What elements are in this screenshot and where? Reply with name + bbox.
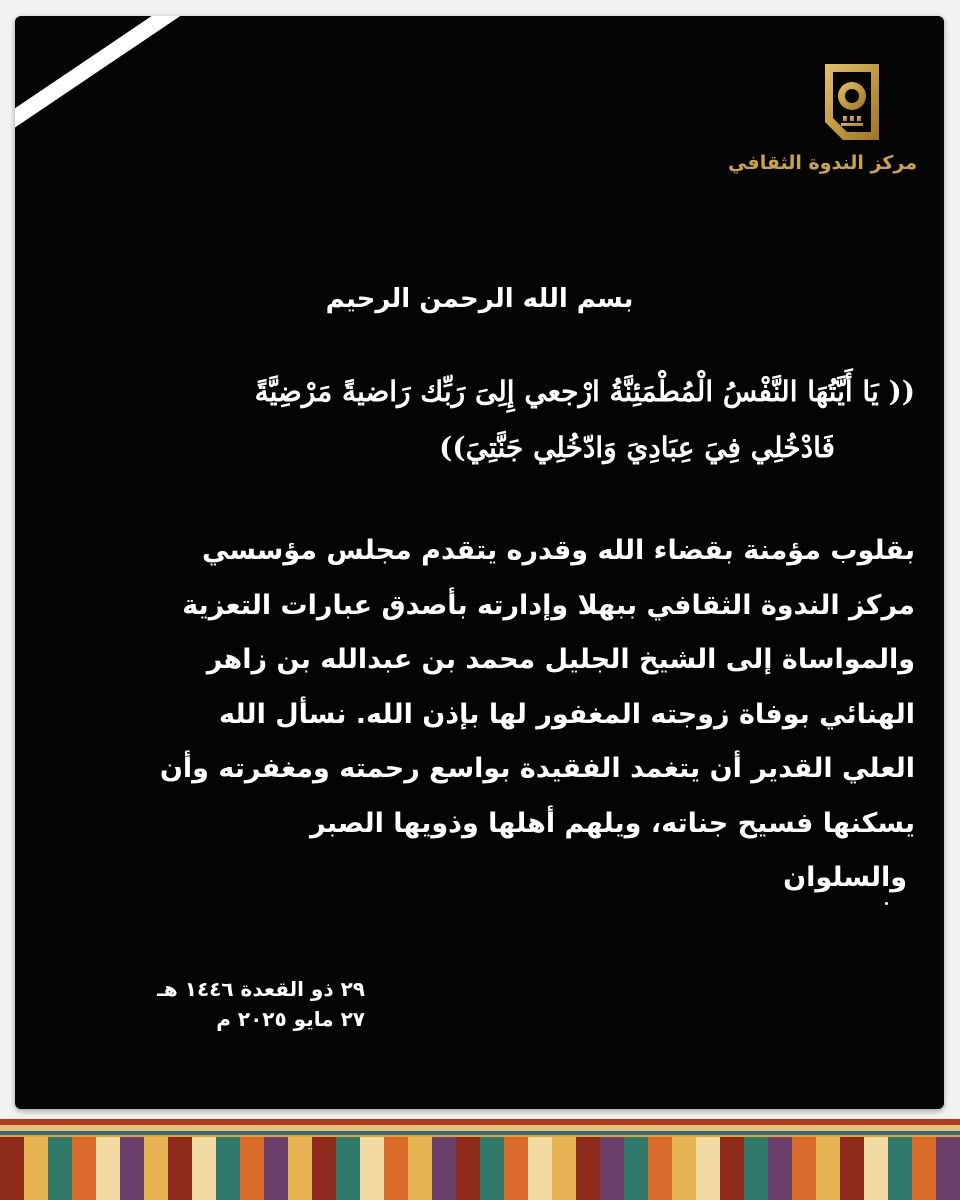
condolence-card	[15, 16, 944, 1109]
footer-stripe	[744, 1137, 768, 1200]
footer-stripe	[720, 1137, 744, 1200]
verse-line-1: (( يَا أَيَّتُهَا النَّفْسُ الْمُطْمَئِنَّةُ ارْجعي إِلِىَ رَبِّك رَاضيةً مَرْضِيَّةً	[254, 375, 915, 408]
footer-stripe	[600, 1137, 624, 1200]
footer-stripe	[408, 1137, 432, 1200]
footer-stripe	[456, 1137, 480, 1200]
hijri-date: ٢٩ ذو القعدة ١٤٤٦ هـ	[157, 977, 365, 1001]
brand-logo	[728, 60, 917, 174]
date-block	[135, 974, 365, 1034]
footer-stripe	[624, 1137, 648, 1200]
footer-stripe	[120, 1137, 144, 1200]
footer-stripe	[216, 1137, 240, 1200]
condolence-message	[55, 524, 915, 906]
decorative-dot	[885, 902, 888, 905]
footer-stripe	[288, 1137, 312, 1200]
quran-verse	[55, 364, 915, 476]
footer-stripe	[384, 1137, 408, 1200]
nadwa-logo-icon	[819, 60, 885, 144]
footer-stripe	[24, 1137, 48, 1200]
footer-stripe	[168, 1137, 192, 1200]
footer-stripe	[864, 1137, 888, 1200]
footer-stripe	[0, 1137, 24, 1200]
basmala-heading: بسم الله الرحمن الرحيم	[325, 284, 634, 314]
footer-stripe	[792, 1137, 816, 1200]
verse-line-2: فَادْخُلِي فِيَ عِبَادِيَ وَادّخُلِي جَنَّتِيَ))	[439, 431, 835, 464]
brand-name: مركز الندوة الثقافي	[728, 152, 917, 174]
message-line-5: العلي القدير أن يتغمد الفقيدة بواسع رحمته ومغفرته وأن	[159, 753, 915, 784]
footer-stripe	[264, 1137, 288, 1200]
footer-stripe	[648, 1137, 672, 1200]
footer-stripe	[912, 1137, 936, 1200]
footer-stripe	[528, 1137, 552, 1200]
footer-stripe	[888, 1137, 912, 1200]
gregorian-date: ٢٧ مايو ٢٠٢٥ م	[216, 1007, 365, 1031]
footer-band	[0, 1131, 960, 1135]
message-line-2: مركز الندوة الثقافي ببهلا وإدارته بأصدق عبارات التعزية	[182, 589, 915, 621]
footer-stripe	[144, 1137, 168, 1200]
footer-stripe	[576, 1137, 600, 1200]
footer-stripe	[768, 1137, 792, 1200]
footer-stripe	[936, 1137, 960, 1200]
footer-stripe	[312, 1137, 336, 1200]
footer-stripe	[96, 1137, 120, 1200]
footer-stripe	[360, 1137, 384, 1200]
message-line-4: الهنائي بوفاة زوجته المغفور لها بإذن الله. نسأل الله	[219, 698, 915, 730]
footer-stripe	[504, 1137, 528, 1200]
footer-stripe	[72, 1137, 96, 1200]
mourning-ribbon	[15, 16, 188, 151]
footer-stripe	[816, 1137, 840, 1200]
footer-stripe	[48, 1137, 72, 1200]
footer-stripe	[840, 1137, 864, 1200]
footer-stripe	[696, 1137, 720, 1200]
footer-stripe	[552, 1137, 576, 1200]
footer-stripe	[192, 1137, 216, 1200]
footer-stripe	[432, 1137, 456, 1200]
footer-stripe	[336, 1137, 360, 1200]
footer-stripes	[0, 1137, 960, 1200]
decorative-footer-pattern	[0, 1119, 960, 1200]
message-line-6: يسكنها فسيح جناته، ويلهم أهلها وذويها الصبر	[310, 807, 915, 839]
message-line-1: بقلوب مؤمنة بقضاء الله وقدره يتقدم مجلس مؤسسي	[202, 535, 915, 566]
message-line-3: والمواساة إلى الشيخ الجليل محمد بن عبدالله بن زاهر	[206, 644, 915, 675]
message-line-7: والسلوان	[783, 862, 907, 893]
footer-stripe	[480, 1137, 504, 1200]
footer-stripe	[672, 1137, 696, 1200]
footer-stripe	[240, 1137, 264, 1200]
